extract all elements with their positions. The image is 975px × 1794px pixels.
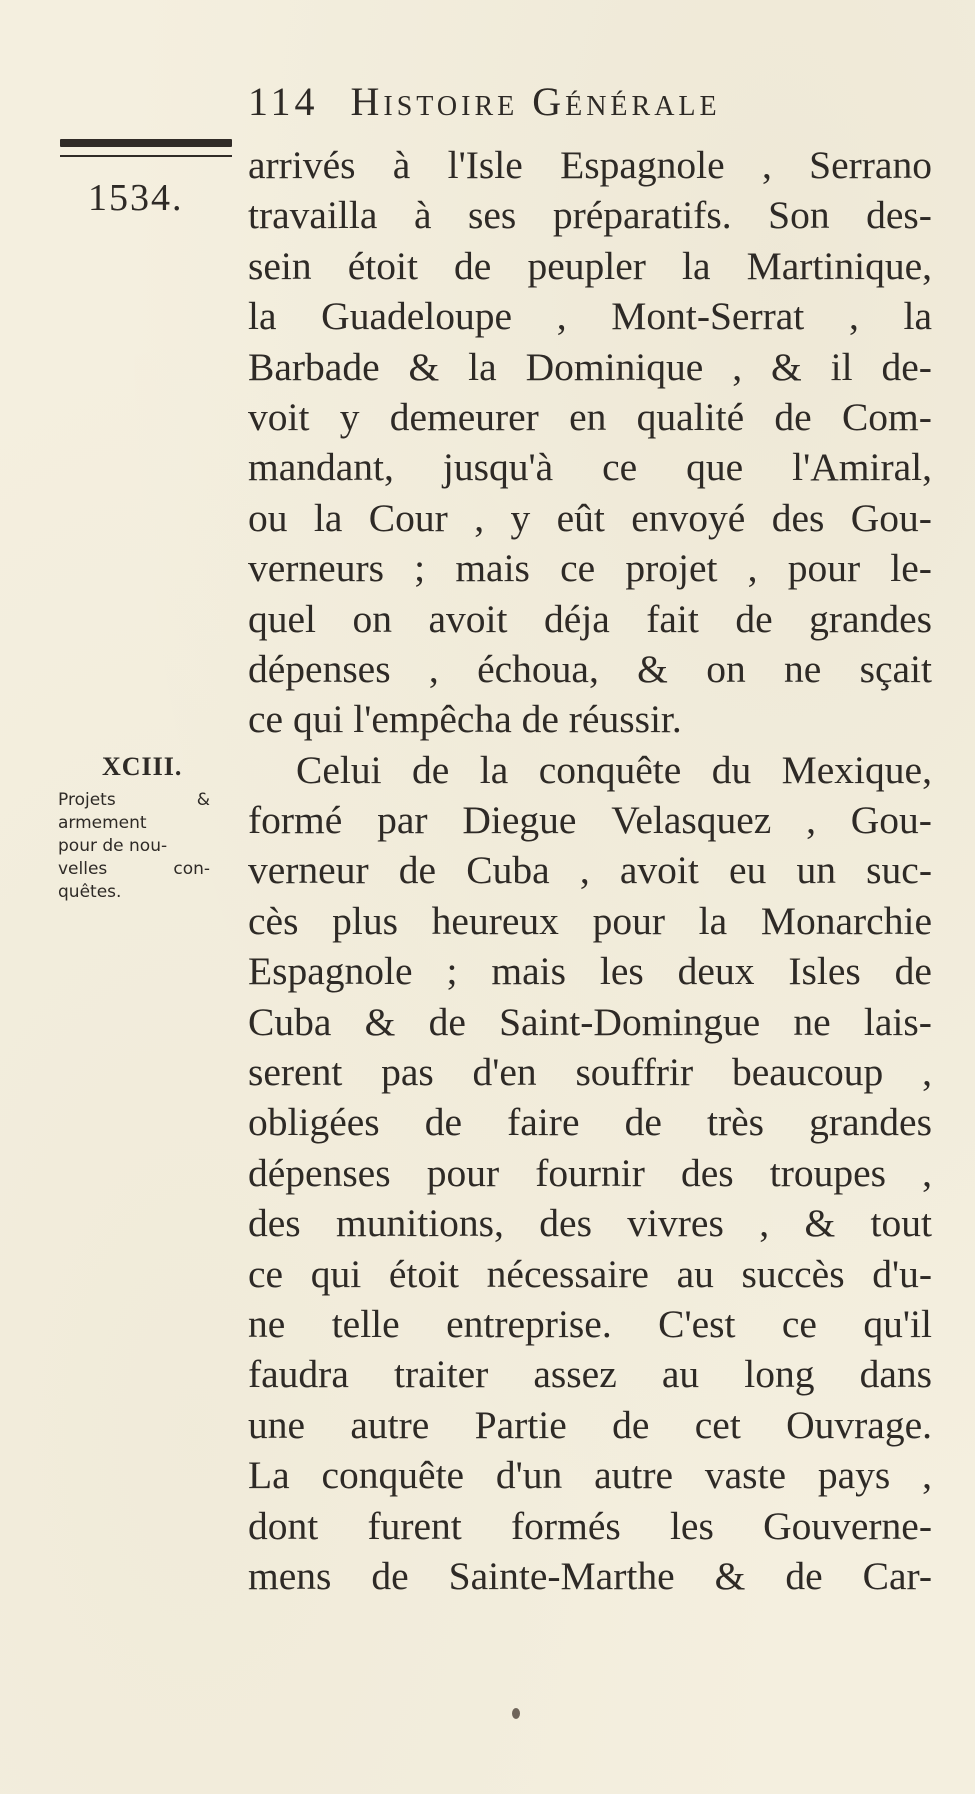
text-line — [248, 291, 932, 341]
word: autre — [594, 1453, 674, 1498]
word: la — [698, 898, 728, 943]
word: des — [680, 1150, 734, 1195]
word: Martinique, — [746, 243, 932, 288]
text-line — [248, 1450, 932, 1500]
word: le- — [890, 546, 932, 591]
word: suc- — [866, 848, 932, 893]
word: préparatifs. — [552, 193, 732, 238]
marginal-note-line — [58, 858, 210, 881]
word: de — [412, 747, 450, 792]
word: fournir — [535, 1150, 645, 1195]
marginal-note-word: con- — [173, 859, 210, 879]
word: Mexique, — [781, 747, 932, 792]
word: de — [894, 949, 932, 994]
word: & — [408, 344, 440, 389]
text-line — [248, 1501, 932, 1551]
text-line — [248, 1349, 932, 1399]
word: , — [922, 1453, 932, 1498]
word: La — [248, 1453, 290, 1498]
word: faire — [507, 1100, 580, 1145]
word: mens — [248, 1553, 332, 1598]
word: demeurer — [389, 394, 539, 439]
word: grandes — [809, 596, 932, 641]
word: Saint-Domingue — [499, 999, 761, 1044]
text-line — [248, 442, 932, 492]
text-line — [248, 997, 932, 1047]
word: ; — [414, 546, 426, 591]
word: tout — [870, 1201, 932, 1246]
word: lais- — [863, 999, 932, 1044]
word: pas — [381, 1050, 434, 1095]
word: avoit — [428, 596, 508, 641]
text-line — [248, 896, 932, 946]
word: ce — [781, 1301, 817, 1346]
word: Dominique — [525, 344, 704, 389]
word: grandes — [809, 1100, 932, 1145]
word: long — [744, 1352, 815, 1397]
word: étoit — [388, 1251, 460, 1296]
page-number: 114 — [248, 79, 319, 124]
word: Guadeloupe — [321, 294, 513, 339]
word: Gou- — [850, 798, 932, 843]
word: travailla — [248, 193, 378, 238]
word: ; — [446, 949, 458, 994]
word: pays — [817, 1453, 891, 1498]
word: , — [747, 546, 758, 591]
word: Espagnole — [248, 949, 413, 994]
word: quel — [248, 596, 317, 641]
text-line — [248, 1249, 932, 1299]
text-line — [248, 543, 932, 593]
word: , — [848, 294, 859, 339]
word: Isles — [788, 949, 861, 994]
word: pour — [787, 546, 861, 591]
word: souffrir — [575, 1050, 694, 1095]
section-number: XCIII. — [102, 752, 183, 781]
word: une — [248, 1402, 306, 1447]
word: formé — [248, 798, 343, 843]
text-line — [248, 594, 932, 644]
marginal-note-line — [58, 812, 210, 835]
word: de — [454, 243, 492, 288]
word: d'un — [495, 1453, 563, 1498]
word: , — [579, 848, 590, 893]
word: à — [413, 193, 432, 238]
word: qu'il — [863, 1301, 932, 1346]
word: fait — [646, 596, 699, 641]
word: verneur — [248, 848, 369, 893]
text-line — [248, 1047, 932, 1097]
word: ses — [468, 193, 517, 238]
word: dépenses — [248, 646, 391, 691]
word: Partie — [474, 1402, 567, 1447]
word: , — [732, 344, 743, 389]
marginal-note — [58, 789, 210, 904]
word: entreprise. — [446, 1301, 612, 1346]
text-line — [248, 644, 932, 694]
word: Sainte-Marthe — [448, 1553, 675, 1598]
word: que — [686, 445, 744, 490]
word: , — [556, 294, 567, 339]
word: traiter — [393, 1352, 489, 1397]
word: les — [669, 1503, 714, 1548]
word: eût — [556, 495, 605, 540]
word: dépenses — [248, 1150, 391, 1195]
text-line — [248, 190, 932, 240]
marginal-note-line — [58, 789, 210, 812]
word: dont — [248, 1503, 319, 1548]
word: troupes — [769, 1150, 887, 1195]
word: Espagnole — [560, 143, 725, 187]
word: deux — [677, 949, 755, 994]
word: de — [398, 848, 437, 893]
word: munitions, — [336, 1201, 504, 1246]
word: conquête — [538, 747, 682, 792]
word: , — [759, 1201, 770, 1246]
marginal-note-word: armement — [58, 813, 147, 833]
word: la — [479, 747, 509, 792]
ink-smudge — [512, 1708, 520, 1719]
word: vivres — [627, 1201, 724, 1246]
text-line — [248, 1400, 932, 1450]
word: très — [706, 1100, 765, 1145]
word: Ouvrage. — [786, 1402, 932, 1447]
word: la — [681, 243, 711, 288]
word: de — [424, 1100, 463, 1145]
word: étoit — [347, 243, 418, 288]
word: , — [428, 646, 439, 691]
marginal-note-line — [58, 835, 210, 858]
running-header — [248, 78, 721, 125]
word: les — [599, 949, 644, 994]
marginal-note-word: quêtes. — [58, 882, 122, 902]
word: ce — [560, 546, 596, 591]
word: ne — [793, 999, 831, 1044]
word: verneurs — [248, 546, 384, 591]
word: avoit — [619, 848, 699, 893]
word: qualité — [636, 394, 745, 439]
body-text — [248, 140, 932, 1601]
word: ce — [248, 1251, 284, 1296]
word: Serrano — [809, 143, 932, 187]
word: Mont-Serrat — [611, 294, 805, 339]
word: ou — [248, 495, 288, 540]
word: pour — [426, 1150, 500, 1195]
word: peupler — [527, 243, 646, 288]
word: ne — [248, 1301, 286, 1346]
word: l'Amiral, — [792, 445, 932, 490]
word: , — [806, 798, 816, 843]
text-line — [248, 342, 932, 392]
word: la — [313, 495, 343, 540]
word: cès — [248, 898, 299, 943]
word: & — [804, 1201, 836, 1246]
marginal-note-word: pour de nou- — [58, 836, 168, 856]
word: mandant, — [248, 445, 394, 490]
word: Monarchie — [760, 898, 932, 943]
text-line — [248, 845, 932, 895]
word: de — [774, 394, 812, 439]
word: de — [785, 1553, 823, 1598]
text-line — [248, 140, 932, 190]
word: telle — [331, 1301, 400, 1346]
word: au — [676, 1251, 714, 1296]
text-line — [248, 1198, 932, 1248]
word: & — [771, 344, 802, 389]
word: Diegue — [462, 798, 577, 843]
word: Celui — [296, 747, 382, 792]
word: la — [903, 294, 932, 339]
text-line — [248, 493, 932, 543]
text-line — [248, 795, 932, 845]
word: Cour — [368, 495, 448, 540]
word: voit — [248, 394, 310, 439]
word: sein — [248, 243, 312, 288]
word: Cuba — [466, 848, 550, 893]
text-line — [248, 1299, 932, 1349]
word: des — [539, 1201, 592, 1246]
marginal-year: 1534. — [88, 177, 184, 219]
word: Velasquez — [611, 798, 772, 843]
word: de — [612, 1402, 650, 1447]
word: du — [711, 747, 752, 792]
word: obligées — [248, 1100, 380, 1145]
word: l'Isle — [447, 143, 523, 187]
word: formés — [511, 1503, 621, 1548]
text-line — [248, 241, 932, 291]
word: en — [569, 394, 607, 439]
text-line — [248, 1551, 932, 1601]
word: assez — [533, 1352, 617, 1397]
word: ne — [784, 646, 822, 691]
text-line: ce qui l'empêcha de réussir. — [248, 697, 682, 742]
word: Com- — [841, 394, 932, 439]
ornament-thick-rule — [60, 139, 232, 147]
word: dans — [859, 1352, 932, 1397]
word: Barbade — [248, 344, 380, 389]
word: Car- — [862, 1553, 932, 1598]
marginal-note-word: Projets — [58, 790, 116, 810]
word: y — [339, 394, 360, 439]
word: de — [371, 1553, 409, 1598]
word: à — [392, 143, 411, 187]
word: y — [510, 495, 531, 540]
word: on — [352, 596, 392, 641]
word: & — [364, 999, 396, 1044]
word: , — [922, 1050, 932, 1095]
word: & — [714, 1553, 746, 1598]
word: échoua, — [477, 646, 599, 691]
word: & — [637, 646, 668, 691]
marginal-note-word: velles — [58, 859, 108, 879]
word: de — [428, 999, 466, 1044]
word: Son — [768, 193, 830, 238]
word: furent — [367, 1503, 462, 1548]
word: , — [474, 495, 485, 540]
word: on — [706, 646, 746, 691]
word: de — [735, 596, 773, 641]
word: , — [922, 1150, 932, 1195]
word: il — [830, 344, 853, 389]
running-title: Histoire Générale — [350, 79, 721, 124]
marginal-note-line — [58, 881, 210, 904]
word: Gouverne- — [763, 1503, 932, 1548]
word: plus — [332, 898, 398, 943]
text-line — [248, 392, 932, 442]
word: conquête — [321, 1453, 465, 1498]
word: d'u- — [872, 1251, 932, 1296]
word: serent — [248, 1050, 343, 1095]
word: Gou- — [850, 495, 932, 540]
word: Cuba — [248, 999, 332, 1044]
word: au — [661, 1352, 700, 1397]
word: envoyé — [631, 495, 746, 540]
word: mais — [455, 546, 530, 591]
word: beaucoup — [731, 1050, 884, 1095]
word: nécessaire — [486, 1251, 649, 1296]
word: succès — [741, 1251, 845, 1296]
word: C'est — [658, 1301, 736, 1346]
word: projet — [625, 546, 718, 591]
text-line — [248, 1148, 932, 1198]
ornament-thin-rule — [60, 155, 232, 157]
word: heureux — [431, 898, 559, 943]
word: mais — [491, 949, 566, 994]
word: eu — [729, 848, 767, 893]
text-line — [248, 946, 932, 996]
word: la — [468, 344, 497, 389]
word: sçait — [859, 646, 932, 691]
word: de — [624, 1100, 662, 1145]
word: par — [377, 798, 428, 843]
word: autre — [350, 1402, 430, 1447]
word: arrivés — [248, 143, 356, 187]
word: la — [248, 294, 277, 339]
word: cet — [694, 1402, 741, 1447]
word: d'en — [472, 1050, 537, 1095]
word: jusqu'à — [442, 445, 554, 490]
word: ce — [602, 445, 638, 490]
ornamental-rule — [60, 139, 232, 157]
word: des — [771, 495, 825, 540]
word: qui — [310, 1251, 362, 1296]
word: des- — [866, 193, 932, 238]
word: , — [761, 143, 772, 187]
marginal-note-word: & — [196, 790, 210, 810]
word: un — [796, 848, 836, 893]
text-line — [248, 1097, 932, 1147]
word: des — [248, 1201, 301, 1246]
word: vaste — [704, 1453, 787, 1498]
word: de- — [881, 344, 932, 389]
text-line — [248, 745, 932, 795]
word: déja — [543, 596, 610, 641]
word: pour — [592, 898, 665, 943]
word: faudra — [248, 1352, 349, 1397]
